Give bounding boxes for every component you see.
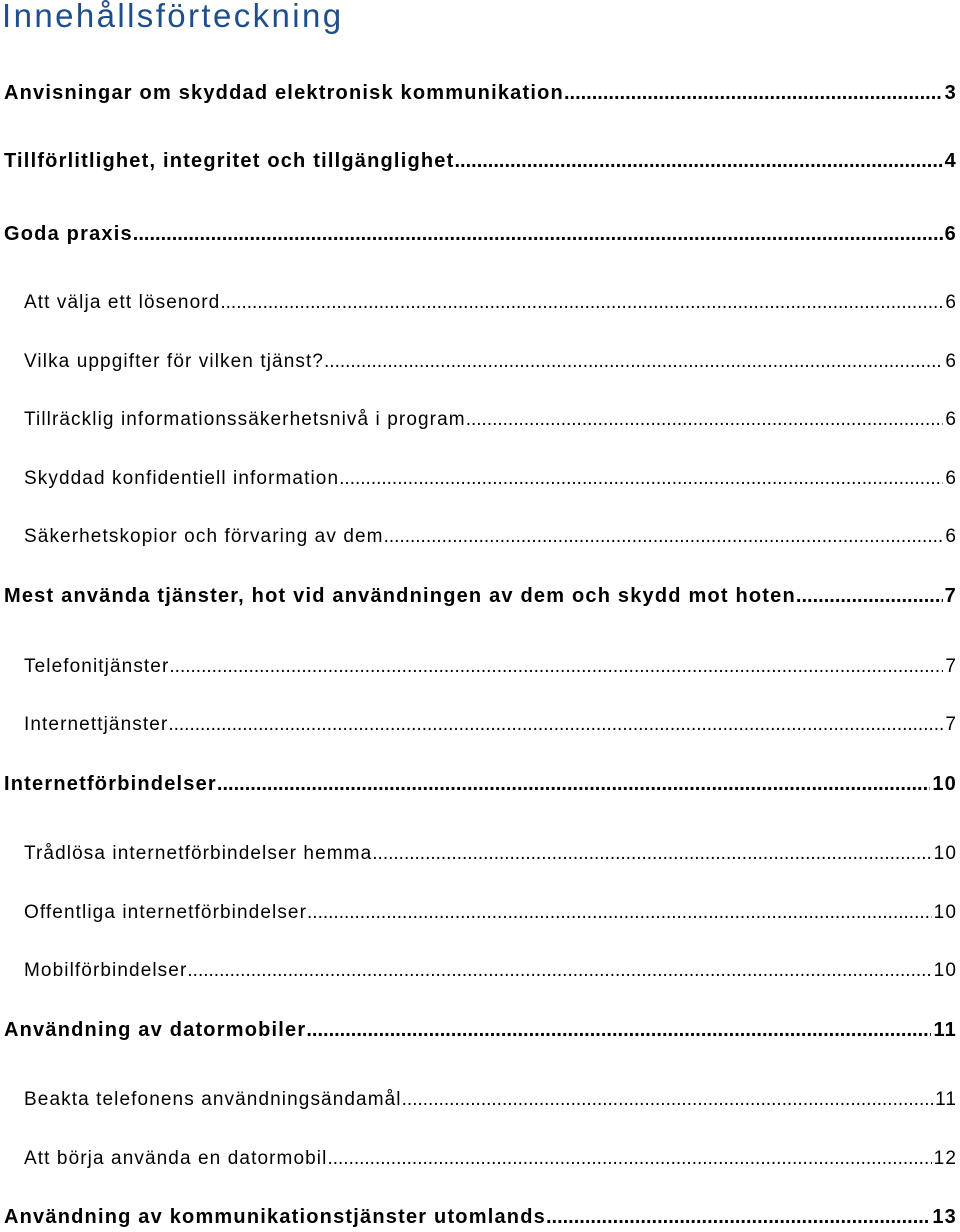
toc-page-number: 7 xyxy=(945,714,957,735)
toc-dot-leader xyxy=(339,464,943,494)
toc-entry[interactable] xyxy=(24,1085,957,1115)
toc-dot-leader xyxy=(402,1085,933,1115)
toc-entry[interactable] xyxy=(24,898,957,928)
toc-entry[interactable] xyxy=(24,956,957,986)
toc-entry[interactable] xyxy=(4,769,957,799)
toc-entry-label: Trådlösa internetförbindelser hemma xyxy=(24,843,373,864)
toc-page-number: 12 xyxy=(933,1148,957,1169)
toc-entry-label: Att välja ett lösenord xyxy=(24,292,221,313)
toc-entry-label: Internetförbindelser xyxy=(4,773,217,795)
toc-entry-label: Offentliga internetförbindelser xyxy=(24,902,308,923)
toc-entry-label: Internettjänster xyxy=(24,714,169,735)
toc-entry[interactable] xyxy=(4,1015,957,1045)
toc-dot-leader xyxy=(133,219,943,249)
toc-entry-label: Goda praxis xyxy=(4,223,133,245)
toc-dot-leader xyxy=(454,146,942,176)
toc-page-number: 6 xyxy=(945,409,957,430)
toc-page-number: 7 xyxy=(945,656,957,677)
toc-title: Innehållsförteckning xyxy=(2,0,344,34)
toc-entry-label: Telefonitjänster xyxy=(24,656,170,677)
toc-entry-label: Skyddad konfidentiell information xyxy=(24,468,340,489)
toc-dot-leader xyxy=(384,522,944,552)
toc-entry[interactable] xyxy=(24,652,957,682)
toc-page-number: 6 xyxy=(945,351,957,372)
toc-page-number: 11 xyxy=(933,1019,957,1041)
toc-entry-label: Anvisningar om skyddad elektronisk kommunikation xyxy=(4,82,564,104)
toc-entry-label: Tillräcklig informationssäkerhetsnivå i program xyxy=(24,409,466,430)
toc-dot-leader xyxy=(187,956,931,986)
toc-entry[interactable] xyxy=(24,839,957,869)
toc-entry-label: Användning av datormobiler xyxy=(4,1019,307,1041)
toc-entry[interactable] xyxy=(24,405,957,435)
toc-page-number: 10 xyxy=(933,902,957,923)
toc-entry[interactable] xyxy=(24,347,957,377)
toc-dot-leader xyxy=(306,1015,931,1045)
toc-dot-leader xyxy=(324,347,943,377)
toc-page-number: 6 xyxy=(945,526,957,547)
toc-dot-leader xyxy=(168,710,943,740)
toc-dot-leader xyxy=(372,839,931,869)
toc-page-number: 3 xyxy=(944,82,957,104)
toc-entry[interactable] xyxy=(4,219,957,249)
toc-dot-leader xyxy=(169,652,943,682)
toc-entry[interactable] xyxy=(24,464,957,494)
toc-page-number: 10 xyxy=(932,773,957,795)
toc-page-number: 4 xyxy=(944,150,957,172)
toc-page-number: 6 xyxy=(945,292,957,313)
toc-entry-label: Mest använda tjänster, hot vid användningen av dem och skydd mot hoten xyxy=(4,585,796,607)
toc-page-number: 7 xyxy=(944,585,957,607)
toc-dot-leader xyxy=(217,769,930,799)
toc-dot-leader xyxy=(220,288,943,318)
toc-entry-label: Mobilförbindelser xyxy=(24,960,188,981)
toc-entry-label: Säkerhetskopior och förvaring av dem xyxy=(24,526,384,547)
toc-page-number: 10 xyxy=(933,843,957,864)
toc-entry[interactable] xyxy=(24,710,957,740)
toc-entry[interactable] xyxy=(4,146,957,176)
toc-dot-leader xyxy=(796,581,943,611)
toc-page-number: 10 xyxy=(933,960,957,981)
toc-dot-leader xyxy=(327,1144,931,1174)
toc-page-number: 13 xyxy=(932,1206,957,1228)
toc-entry[interactable] xyxy=(24,522,957,552)
toc-entry[interactable] xyxy=(4,581,957,611)
toc-dot-leader xyxy=(307,898,932,928)
toc-page-number: 6 xyxy=(944,223,957,245)
toc-entry-label: Tillförlitlighet, integritet och tillgänglighet xyxy=(4,150,455,172)
toc-page-number: 11 xyxy=(935,1089,957,1110)
toc-entry[interactable] xyxy=(24,288,957,318)
toc-entry-label: Beakta telefonens användningsändamål xyxy=(24,1089,402,1110)
toc-entry-label: Vilka uppgifter för vilken tjänst? xyxy=(24,351,325,372)
toc-entry-label: Användning av kommunikationstjänster utomlands xyxy=(4,1206,546,1228)
toc-dot-leader xyxy=(546,1202,930,1232)
toc-page-number: 6 xyxy=(945,468,957,489)
toc-entry-label: Att börja använda en datormobil xyxy=(24,1148,328,1169)
toc-entry[interactable] xyxy=(24,1144,957,1174)
toc-entry[interactable] xyxy=(4,78,957,108)
toc-entry[interactable] xyxy=(4,1202,957,1232)
toc-dot-leader xyxy=(466,405,944,435)
toc-dot-leader xyxy=(564,78,943,108)
